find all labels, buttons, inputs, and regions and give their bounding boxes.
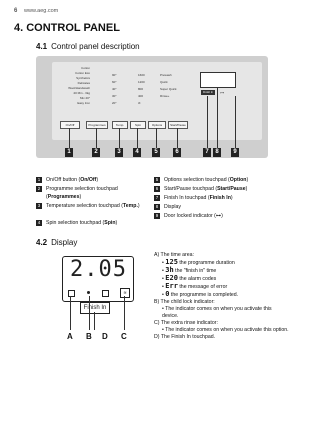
- options-touchpad[interactable]: [148, 121, 166, 129]
- onoff-label: On/Off: [65, 123, 75, 127]
- legend-bold: Spin: [104, 220, 116, 226]
- legend-end: ): [221, 213, 223, 219]
- callout-1: 1: [65, 148, 73, 157]
- legend-bold: ⊶: [215, 213, 222, 219]
- legend-text: [164, 212, 223, 220]
- start-pause-touchpad[interactable]: [168, 121, 188, 129]
- legend-number: 4: [37, 220, 41, 225]
- page-number: 6: [14, 8, 18, 14]
- legend-end: ): [245, 186, 248, 192]
- segment-desc: the alarm codes: [177, 276, 217, 282]
- programme-label: 20 Min - 3kg: [73, 91, 90, 95]
- legend-number: 3: [37, 203, 41, 208]
- option-label: Prewash: [160, 73, 172, 77]
- legend-text: [46, 202, 140, 210]
- segment-desc: the programme duration: [177, 260, 235, 266]
- legend-text: [46, 185, 148, 201]
- label-a: A: [67, 332, 73, 341]
- segment-code: Err: [165, 282, 178, 290]
- lock-icon: ⊶: [220, 90, 224, 95]
- legend-end: ): [96, 177, 99, 183]
- callout-line: [217, 88, 218, 148]
- callout-4: 4: [133, 148, 141, 157]
- desc-a-title: A) The time area:: [154, 252, 194, 258]
- callout-line: [94, 312, 95, 330]
- spin-label: Spin: [134, 123, 141, 127]
- section-title: 4. CONTROL PANEL: [14, 22, 120, 34]
- legend-end: ): [230, 195, 233, 201]
- desc-a-item: • 0 the programme is completed.: [162, 290, 239, 298]
- legend-desc: Programme selection touchpad (: [46, 186, 118, 200]
- programme-label: Easy Iron: [77, 101, 90, 105]
- programme-label: Mix 20°: [79, 96, 90, 100]
- desc-a-item: • 125 the programme duration: [162, 258, 235, 266]
- temp-touchpad[interactable]: [112, 121, 128, 129]
- legend-item: [154, 176, 248, 184]
- panel-display: [200, 72, 236, 88]
- legend-item: [154, 185, 247, 193]
- spin-list: [138, 72, 145, 107]
- programme-label: Cotton: [81, 66, 90, 70]
- callout-line: [96, 128, 97, 148]
- legend-number: 7: [155, 195, 159, 200]
- temperature-value: 30°: [112, 94, 117, 98]
- desc-b-text: The indicator comes on when you activate this device.: [162, 306, 272, 319]
- subsection-title-1: [36, 42, 140, 51]
- legend-item: [36, 202, 140, 210]
- option-label: Quick: [160, 80, 168, 84]
- segment-code: E20: [165, 274, 178, 282]
- desc-d-title: D) The Finish In touchpad.: [154, 334, 216, 340]
- segment-code: 0: [165, 290, 170, 298]
- callout-2: 2: [92, 148, 100, 157]
- legend-item: [36, 185, 148, 201]
- label-d: D: [102, 332, 108, 341]
- spin-value: ⊘: [138, 101, 141, 105]
- legend-item: [154, 194, 233, 202]
- desc-c-title: C) The extra rinse indicator:: [154, 320, 218, 326]
- temperature-list: [112, 72, 117, 107]
- site-url: www.aeg.com: [24, 8, 59, 14]
- callout-5: 5: [152, 148, 160, 157]
- option-label: Super Quick: [160, 87, 177, 91]
- segment-desc: the programme is completed.: [169, 292, 239, 298]
- legend-number: 2: [37, 186, 41, 191]
- callout-3: 3: [115, 148, 123, 157]
- callout-line: [177, 128, 178, 148]
- legend-end: ): [137, 203, 140, 209]
- legend-desc: Finish In touchpad (: [164, 195, 210, 201]
- callout-7: 7: [203, 148, 211, 157]
- desc-a-item: • 3h the "finish in" time: [162, 266, 217, 274]
- spin-touchpad[interactable]: [130, 121, 146, 129]
- legend-bold: Option: [229, 177, 247, 183]
- segment-code: 3h: [165, 266, 174, 274]
- legend-desc: Door locked indicator (: [164, 213, 216, 219]
- desc-a-item: • Err the message of error: [162, 282, 228, 290]
- legend-item: [36, 176, 98, 184]
- legend-desc: On/Off button (: [46, 177, 81, 183]
- label-c: C: [121, 332, 127, 341]
- callout-line: [124, 296, 125, 330]
- subsection-title-2: [36, 238, 77, 247]
- legend-text: [46, 176, 98, 184]
- callout-line: [235, 96, 236, 148]
- subsection-number: 4.2: [36, 238, 48, 247]
- desc-b-title: B) The child lock indicator:: [154, 299, 215, 305]
- subsection-number: 4.1: [36, 42, 48, 51]
- callout-line: [207, 96, 208, 148]
- legend-bold: Finish In: [209, 195, 231, 201]
- legend-number: 1: [37, 177, 41, 182]
- legend-end: ): [79, 194, 82, 200]
- callout-line: [69, 128, 70, 148]
- legend-bold: Start/Pause: [217, 186, 246, 192]
- temperature-value: 90°: [112, 73, 117, 77]
- callout-line: [89, 296, 90, 330]
- legend-desc: Temperature selection touchpad (: [46, 203, 123, 209]
- programme-label: Cotton Eco: [75, 71, 90, 75]
- options-label: Options: [151, 123, 163, 127]
- programme-label: Wool/Handwash: [68, 86, 90, 90]
- desc-c-list: [154, 327, 289, 334]
- segment-code: 125: [165, 258, 178, 266]
- legend-text: [164, 185, 247, 193]
- callout-9: 9: [231, 148, 239, 157]
- temperature-value: 60°: [112, 80, 117, 84]
- legend-number: 5: [155, 177, 159, 182]
- temp-label: Temp.: [115, 123, 125, 127]
- legend-number: 8: [155, 204, 159, 209]
- callout-8: 8: [213, 148, 221, 157]
- legend-text: [46, 219, 117, 227]
- legend-item: [154, 212, 223, 220]
- programme-label: Synthetics: [76, 76, 90, 80]
- programmes-label: Programmes: [88, 123, 106, 127]
- programmes-touchpad[interactable]: [86, 121, 108, 129]
- callout-line: [70, 296, 71, 330]
- dot-icon: [87, 291, 90, 294]
- legend-end: ): [246, 177, 249, 183]
- extra-rinse-icon: ≋: [120, 288, 130, 298]
- legend-desc: Spin selection touchpad (: [46, 220, 105, 226]
- segment-desc: the "finish in" time: [173, 268, 217, 274]
- desc-b-list: [154, 306, 289, 320]
- legend-item: [36, 219, 117, 227]
- desc-a-list: [154, 259, 289, 299]
- spin-value: 1200: [138, 80, 145, 84]
- option-list: [160, 72, 177, 100]
- legend-number: 6: [155, 186, 159, 191]
- desc-b-item: • The indicator comes on when you activate this device.: [162, 306, 272, 319]
- spin-value: 400: [138, 94, 144, 98]
- display-description: [154, 252, 289, 341]
- desc-c-text: The indicator comes on when you activate this option.: [165, 327, 289, 333]
- callout-line: [137, 128, 138, 148]
- spin-value: 800: [138, 87, 144, 91]
- spin-value: 1600: [138, 73, 145, 77]
- legend-bold: Programmes: [47, 194, 80, 200]
- desc-c-item: • The indicator comes on when you activate this option.: [162, 327, 289, 333]
- legend-number: 9: [155, 213, 159, 218]
- indicator-icon: [102, 290, 109, 297]
- subsection-label: Control panel description: [51, 42, 140, 51]
- callout-line: [119, 128, 120, 148]
- temperature-value: 20°: [112, 101, 117, 105]
- display-digits: 2.05: [70, 257, 127, 282]
- start-pause-label: Start/Pause: [170, 123, 186, 127]
- legend-end: ): [115, 220, 118, 226]
- legend-desc: Options selection touchpad (: [164, 177, 230, 183]
- programme-list: [50, 66, 90, 106]
- legend-desc: Start/Pause touchpad (: [164, 186, 218, 192]
- finish-in-touchpad[interactable]: Finish In: [201, 90, 215, 95]
- legend-bold: On/Off: [80, 177, 97, 183]
- callout-line: [156, 128, 157, 148]
- onoff-button[interactable]: [60, 121, 80, 129]
- legend-text: [164, 176, 248, 184]
- subsection-label: Display: [51, 238, 78, 247]
- desc-a-item: • E20 the alarm codes: [162, 274, 217, 282]
- programme-label: Delicates: [77, 81, 90, 85]
- label-b: B: [86, 332, 92, 341]
- legend-item: [154, 203, 181, 211]
- legend-desc: Display: [164, 204, 182, 210]
- legend-text: [164, 203, 181, 211]
- segment-desc: the message of error: [177, 284, 228, 290]
- callout-6: 6: [173, 148, 181, 157]
- legend-text: [164, 194, 233, 202]
- finish-in-touchpad-display[interactable]: Finish In: [80, 302, 110, 314]
- legend-bold: Temp.: [123, 203, 138, 209]
- option-label: Rinse+: [160, 94, 170, 98]
- temperature-value: 40°: [112, 87, 117, 91]
